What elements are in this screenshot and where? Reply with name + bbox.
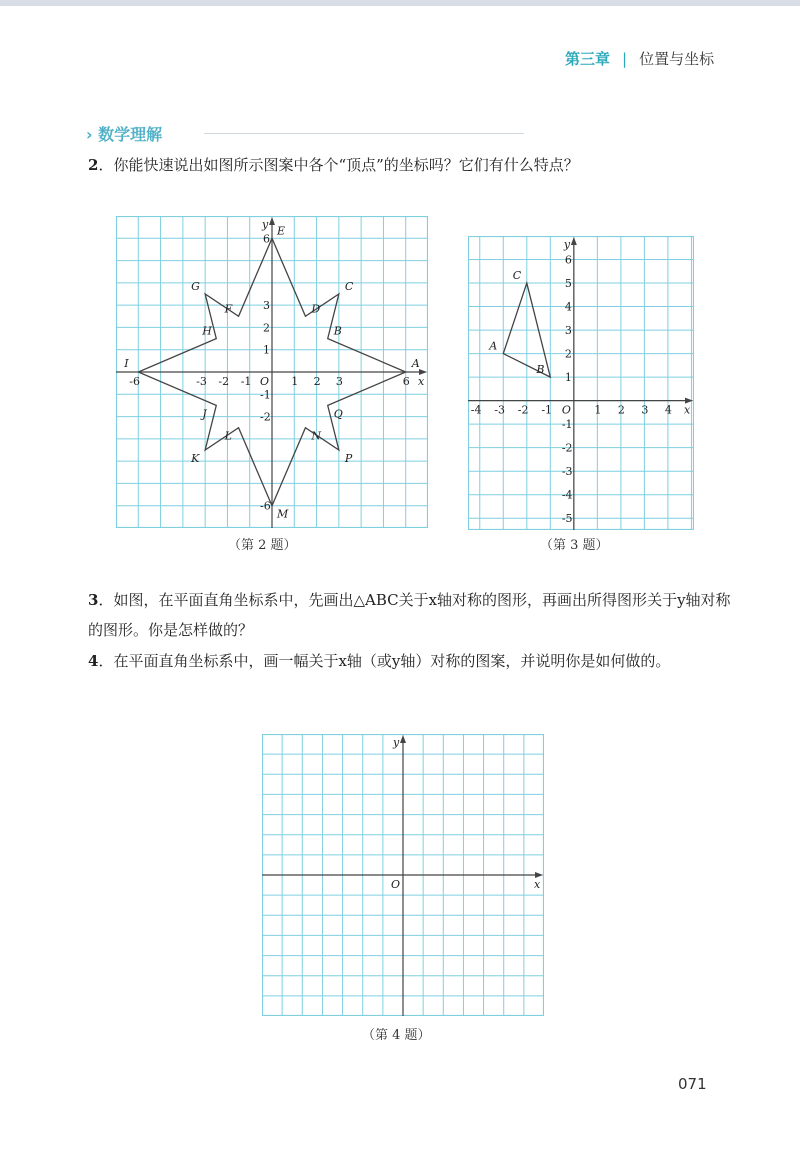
question-text: 你能快速说出如图所示图案中各个“顶点”的坐标吗？它们有什么特点？ [113, 156, 579, 174]
grid-border [469, 237, 694, 530]
question-number: 3 [88, 591, 99, 609]
x-axis-label: x [418, 375, 425, 388]
y-tick-label: 2 [564, 347, 572, 361]
x-tick-label: -1 [240, 375, 252, 388]
y-axis-label: y [393, 736, 400, 749]
chevron-right-icon: › [86, 125, 93, 144]
y-tick-label: 2 [263, 321, 270, 335]
question-text: 如图，在平面直角坐标系中，先画出△ABC关于x轴对称的图形，再画出所得图形关于y轴对称的图形。你是怎样做的？ [88, 591, 731, 639]
y-tick-label: 3 [564, 324, 572, 338]
x-tick-label: 1 [594, 403, 602, 417]
x-axis-label: x [534, 878, 541, 891]
x-tick-label: -1 [541, 403, 553, 417]
y-tick-label: 1 [564, 371, 572, 385]
x-tick-label: -4 [470, 403, 482, 417]
vertex-label-Q: Q [333, 407, 343, 421]
x-tick-label: -6 [129, 375, 141, 388]
figure-2-chart [116, 216, 428, 528]
origin-label: O [561, 403, 571, 417]
origin-label: O [260, 375, 270, 388]
figure-4-caption: （第 4 题） [362, 1028, 431, 1043]
vertex-label-C: C [512, 269, 522, 283]
y-tick-label: -1 [561, 418, 573, 432]
y-tick-label: 1 [263, 343, 270, 357]
question-3: 3．如图，在平面直角坐标系中，先画出△ABC关于x轴对称的图形，再画出所得图形关于y轴对称的图形。你是怎样做的？ [88, 591, 731, 639]
question-number: 4 [88, 652, 99, 670]
x-tick-label: -2 [517, 403, 529, 417]
vertex-label-J: J [202, 407, 207, 421]
y-tick-label: 3 [263, 299, 270, 313]
y-tick-label: -2 [260, 410, 271, 424]
chapter-label: 第三章 [565, 50, 611, 68]
figure-2-caption: （第 2 题） [228, 538, 297, 553]
vertex-label-P: P [344, 452, 353, 465]
y-axis-arrow [400, 735, 406, 743]
y-tick-label: -3 [561, 465, 573, 479]
vertex-label-G: G [191, 280, 200, 293]
vertex-label-M: M [277, 507, 289, 521]
page-number: 071 [678, 1075, 707, 1093]
section-title: 数学理解 [98, 125, 163, 144]
top-border [0, 0, 800, 6]
y-axis-arrow [571, 237, 577, 245]
question-text: 在平面直角坐标系中，画一幅关于x轴（或y轴）对称的图案，并说明你是如何做的。 [113, 652, 671, 670]
vertex-label-N: N [311, 429, 322, 443]
x-tick-label: -3 [494, 403, 505, 417]
vertex-label-H: H [202, 324, 212, 338]
x-tick-label: 3 [641, 403, 649, 417]
y-axis-label: y [262, 218, 269, 231]
y-tick-label: -5 [561, 512, 573, 526]
y-tick-label: 6 [263, 232, 270, 246]
x-tick-label: 3 [335, 375, 343, 388]
vertex-label-F: F [224, 302, 233, 316]
section-divider [204, 133, 524, 134]
y-tick-label: -1 [260, 388, 271, 402]
vertex-label-A: A [411, 357, 420, 370]
question-4: 4．在平面直角坐标系中，画一幅关于x轴（或y轴）对称的图案，并说明你是如何做的。 [88, 652, 671, 670]
x-tick-label: -2 [218, 375, 230, 388]
vertex-label-B: B [333, 324, 342, 338]
y-tick-label: -6 [260, 499, 271, 513]
question-number: 2 [88, 156, 99, 174]
vertex-label-L: L [224, 429, 232, 443]
section-heading [86, 122, 162, 145]
x-tick-label: 2 [313, 375, 321, 388]
y-tick-label: 4 [564, 300, 572, 314]
chapter-header [565, 48, 714, 69]
x-tick-label: 1 [291, 375, 299, 388]
y-axis-label: y [563, 238, 571, 251]
y-tick-label: -4 [561, 488, 573, 502]
vertex-label-K: K [191, 452, 200, 465]
question-2: 2．你能快速说出如图所示图案中各个“顶点”的坐标吗？它们有什么特点？ [88, 156, 579, 174]
y-axis-arrow [269, 217, 275, 225]
vertex-label-D: D [311, 302, 321, 316]
origin-label: O [391, 878, 401, 891]
y-tick-label: -2 [561, 441, 573, 455]
vertex-label-I: I [124, 357, 129, 370]
x-tick-label: 2 [617, 403, 625, 417]
vertex-label-C: C [344, 280, 354, 293]
y-tick-label: 5 [564, 277, 572, 291]
vertex-label-E: E [277, 224, 286, 238]
figure-3-caption: （第 3 题） [540, 538, 609, 553]
figure-3-chart [468, 236, 694, 530]
x-tick-label: -3 [196, 375, 207, 388]
header-separator: | [622, 50, 628, 68]
vertex-label-B: B [536, 363, 545, 377]
vertex-label-A: A [489, 339, 498, 353]
x-axis-label: x [684, 403, 691, 417]
x-tick-label: 6 [402, 375, 410, 388]
x-tick-label: 4 [664, 403, 672, 417]
y-tick-label: 6 [564, 253, 572, 267]
figure-4-chart [262, 734, 544, 1016]
chapter-topic: 位置与坐标 [639, 50, 715, 68]
